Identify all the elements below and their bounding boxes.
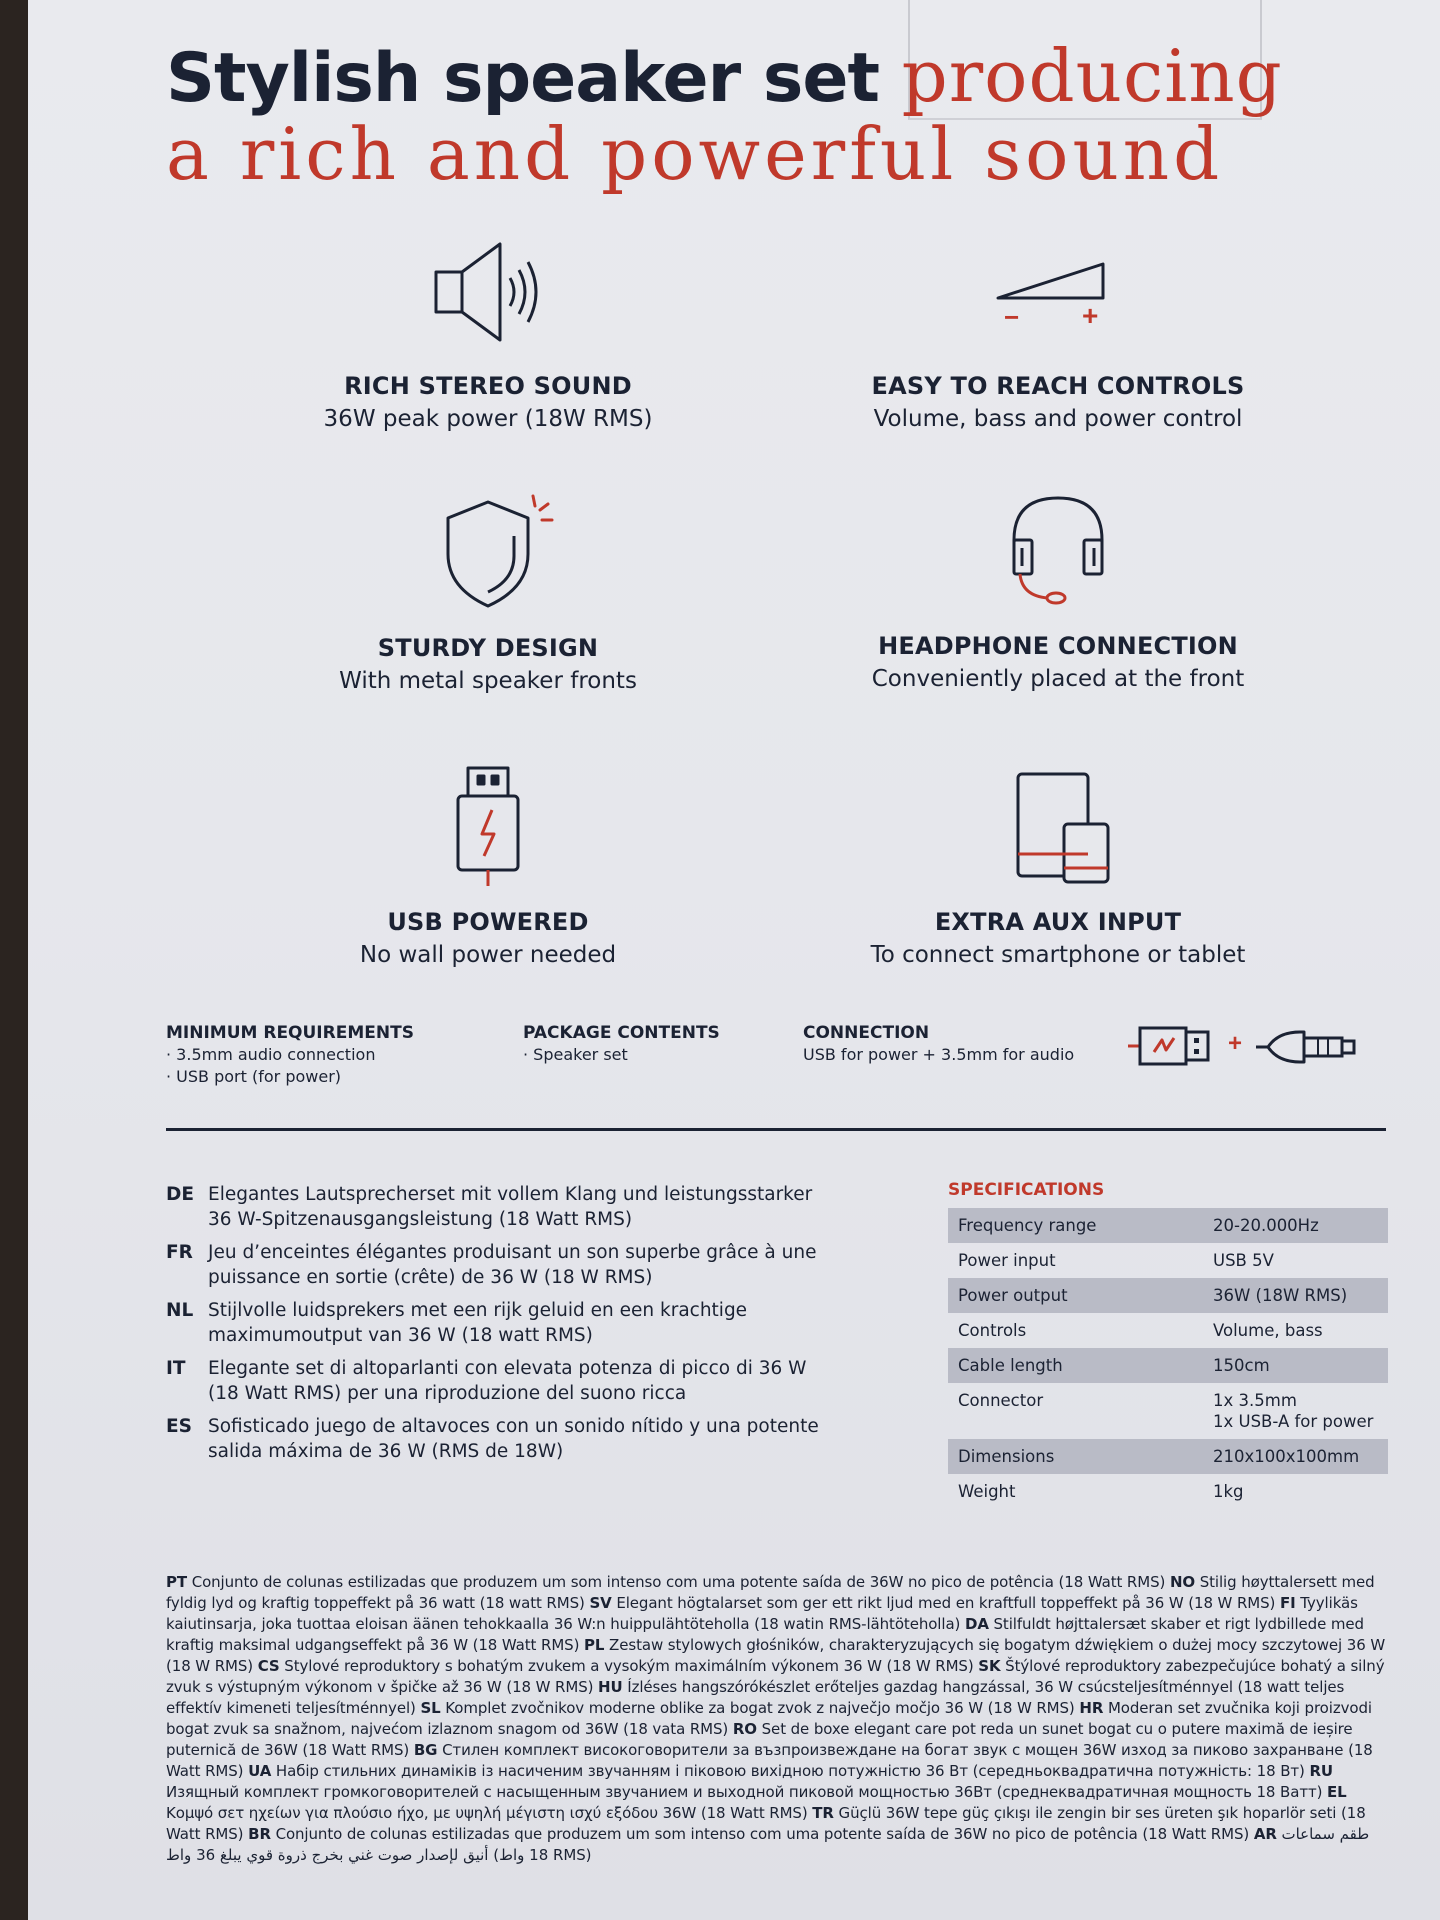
- connector-diagram: [1128, 1022, 1388, 1072]
- spec-value-line: 36W (18W RMS): [1213, 1286, 1348, 1305]
- multilingual-text: Zestaw stylowych głośników, charakteryzujących się bogatym dźwiękiem o dużej mocy szczytowej 36 W (18 W RMS): [166, 1636, 1386, 1675]
- spec-value: [1213, 1355, 1378, 1376]
- package-item: · Speaker set: [523, 1045, 628, 1064]
- spec-row: [948, 1278, 1388, 1313]
- multilingual-text: Güçlü 36W tepe güç çıkışı ile zengin bir ses üreten şık hoparlör seti (18 Watt RMS): [166, 1804, 1366, 1843]
- multilingual-text: Набір стильних динаміків із насиченим звучанням і піковою вихідною потужністю 36 Вт (середньоквадратична потужність: 18 Вт): [275, 1762, 1305, 1780]
- feature-subtitle: Volume, bass and power control: [873, 406, 1243, 432]
- package-title: PACKAGE CONTENTS: [523, 1023, 720, 1043]
- spec-row: [948, 1383, 1388, 1439]
- language-text: Jeu d’enceintes élégantes produisant un son superbe grâce à une puissance en sortie (crête) de 36 W (18 W RMS): [208, 1242, 817, 1288]
- multilingual-text: Κομψό σετ ηχείων για πλούσιο ήχο, με υψηλή μέγιστη ισχύ εξόδου 36W (18 Watt RMS): [166, 1804, 808, 1822]
- spec-value: [1213, 1320, 1378, 1341]
- spec-value: [1213, 1446, 1378, 1467]
- language-entry-de: [166, 1182, 826, 1232]
- spec-row: [948, 1348, 1388, 1383]
- multilingual-code: HR: [1079, 1699, 1104, 1717]
- specifications-title: SPECIFICATIONS: [948, 1180, 1105, 1200]
- multilingual-text: Moderan set zvučnika koji proizvodi bogat zvuk sa snažnom, najvećom izlaznom snagom od 36W (18 vata RMS): [166, 1699, 1372, 1738]
- language-code: ES: [166, 1416, 192, 1437]
- headline-part-2: producing: [901, 34, 1283, 118]
- spec-value-line: USB 5V: [1213, 1251, 1274, 1270]
- spec-value-line: 1x USB-A for power: [1213, 1412, 1374, 1431]
- spec-value-line: 1kg: [1213, 1482, 1244, 1501]
- multilingual-text: Стилен комплект високоговорители за възпроизвеждане на богат звук с мощен 36W изход за пиково захранване (18 Watt RMS): [166, 1741, 1373, 1780]
- multilingual-text: Komplet zvočnikov moderne oblike za bogat zvok z največjo močjo 36 W (18 W RMS): [445, 1699, 1075, 1717]
- feature-title: EASY TO REACH CONTROLS: [871, 372, 1245, 400]
- spec-value: [1213, 1390, 1378, 1432]
- spec-value: [1213, 1285, 1378, 1306]
- multilingual-text: Ízléses hangszórókészlet erőteljes gazdag hangzással, 36 W csúcsteljesítménnyel (18 watt teljes effektív kimeneti teljesítménnyel): [166, 1678, 1345, 1717]
- language-text: Sofisticado juego de altavoces con un sonido nítido y una potente salida máxima de 36 W (RMS de 18W): [208, 1416, 819, 1462]
- multilingual-code: RO: [732, 1720, 757, 1738]
- spec-label: Frequency range: [958, 1216, 1097, 1235]
- multilingual-code: SK: [978, 1657, 1001, 1675]
- spec-value-line: 20-20.000Hz: [1213, 1216, 1319, 1235]
- multilingual-text: Conjunto de colunas estilizadas que produzem um som intenso com uma potente saída de 36W no pico de potência (18 Watt RMS): [275, 1825, 1250, 1843]
- language-text: Stijlvolle luidsprekers met een rijk geluid en een krachtige maximumoutput van 36 W (18 watt RMS): [208, 1300, 748, 1346]
- multilingual-code: SV: [589, 1594, 612, 1612]
- spec-row: [948, 1313, 1388, 1348]
- spec-row: [948, 1208, 1388, 1243]
- feature-title: STURDY DESIGN: [377, 634, 599, 662]
- multilingual-code: EL: [1327, 1783, 1347, 1801]
- spec-row: [948, 1243, 1388, 1278]
- language-code: DE: [166, 1184, 194, 1205]
- multilingual-code: RU: [1309, 1762, 1334, 1780]
- language-code: IT: [166, 1358, 186, 1379]
- requirements-item: · USB port (for power): [166, 1067, 342, 1086]
- feature-sturdy-design: [228, 492, 748, 694]
- multilingual-code: HU: [598, 1678, 623, 1696]
- headphones-icon: [988, 488, 1128, 610]
- feature-title: RICH STEREO SOUND: [344, 372, 632, 400]
- multilingual-code: DA: [964, 1615, 989, 1633]
- feature-subtitle: Conveniently placed at the front: [871, 666, 1245, 692]
- multilingual-text: Изящный комплект громкоговорителей с насыщенным звучанием и выходной пиковой мощностью 36Вт (среднеквадратичная мощность 18 Ватт): [166, 1783, 1323, 1801]
- multilingual-code: CS: [257, 1657, 280, 1675]
- multilingual-text: Štýlové reproduktory zabezpečujúce bohatý a silný zvuk s výstupným výkonom v špičke až 36 W (18 W RMS): [166, 1657, 1385, 1696]
- language-code: FR: [166, 1242, 193, 1263]
- multilingual-code: BG: [413, 1741, 438, 1759]
- spec-label: Dimensions: [958, 1447, 1055, 1466]
- multilingual-code: SL: [420, 1699, 441, 1717]
- plus-label: +: [1082, 300, 1099, 331]
- headline-line-1: [166, 34, 1283, 118]
- spec-label: Cable length: [958, 1356, 1063, 1375]
- feature-subtitle: With metal speaker fronts: [339, 668, 637, 694]
- spec-row: [948, 1439, 1388, 1474]
- feature-extra-aux-input: [798, 768, 1318, 968]
- multilingual-code: PT: [166, 1573, 188, 1591]
- minus-label: −: [1004, 302, 1020, 332]
- tablet-phone-icon: [988, 768, 1128, 886]
- minimum-requirements: [166, 1022, 414, 1088]
- language-entry-it: [166, 1356, 826, 1406]
- connection-info: [803, 1022, 1074, 1066]
- feature-title: HEADPHONE CONNECTION: [878, 632, 1238, 660]
- multilingual-code: FI: [1279, 1594, 1296, 1612]
- multilingual-code: PL: [584, 1636, 605, 1654]
- spec-label: Weight: [958, 1482, 1016, 1501]
- package-contents: [523, 1022, 720, 1066]
- language-entry-fr: [166, 1240, 826, 1290]
- feature-title: USB POWERED: [387, 908, 589, 936]
- spec-value-line: 150cm: [1213, 1356, 1270, 1375]
- audio-jack-icon: [1256, 1022, 1366, 1072]
- multilingual-text: Set de boxe elegant care pot reda un sunet bogat cu o putere maximă de ieșire puternică de 36W (18 Watt RMS): [166, 1720, 1353, 1759]
- specifications-table: [948, 1180, 1388, 1509]
- language-descriptions: [166, 1182, 826, 1472]
- divider-line: [166, 1128, 1386, 1131]
- spec-label: Connector: [958, 1391, 1044, 1410]
- multilingual-text: Elegant högtalarset som ger ett rikt ljud med en kraftfull toppeffekt på 36 W (18 W RMS): [616, 1594, 1276, 1612]
- multilingual-text: طقم سماعات أنيق لإصدار صوت غني بخرج ذروة قوي يبلغ 36 واط (18 واط RMS): [166, 1825, 1370, 1864]
- product-box-back: [28, 0, 1440, 1920]
- multilingual-paragraph: [166, 1572, 1388, 1866]
- spec-value: [1213, 1250, 1378, 1271]
- feature-easy-controls: [798, 240, 1318, 432]
- language-text: Elegante set di altoparlanti con elevata potenza di picco di 36 W (18 Watt RMS) per una riproduzione del suono ricca: [208, 1358, 807, 1404]
- multilingual-text: Stilig høyttalersett med fyldig lyd og kraftig toppeffekt på 36 watt (18 watt RMS): [166, 1573, 1375, 1612]
- spec-row: [948, 1474, 1388, 1509]
- headline-line-2: a rich and powerful sound: [166, 112, 1224, 196]
- spec-label: Controls: [958, 1321, 1027, 1340]
- language-code: NL: [166, 1300, 194, 1321]
- connection-text: USB for power + 3.5mm for audio: [803, 1045, 1075, 1064]
- headline-part-1: Stylish speaker set: [166, 39, 902, 118]
- multilingual-code: NO: [1169, 1573, 1196, 1591]
- spec-value-line: Volume, bass: [1213, 1321, 1323, 1340]
- multilingual-text: Tyylikäs kaiutinsarja, joka tuottaa eloisan äänen tehokkaalla 36 W:n huippulähtöteholla (18 watin RMS-lähtöteholla): [166, 1594, 1358, 1633]
- multilingual-code: AR: [1253, 1825, 1277, 1843]
- multilingual-code: UA: [248, 1762, 272, 1780]
- shield-icon: [418, 492, 558, 612]
- multilingual-text: Conjunto de colunas estilizadas que produzem um som intenso com uma potente saída de 36W no pico de potência (18 Watt RMS): [191, 1573, 1166, 1591]
- requirements-title: MINIMUM REQUIREMENTS: [166, 1023, 414, 1043]
- multilingual-code: TR: [812, 1804, 834, 1822]
- spec-label: Power output: [958, 1286, 1068, 1305]
- multilingual-text: Stylové reproduktory s bohatým zvukem a vysokým maximálním výkonem 36 W (18 W RMS): [284, 1657, 974, 1675]
- feature-subtitle: 36W peak power (18W RMS): [323, 406, 653, 432]
- requirements-item: · 3.5mm audio connection: [166, 1045, 376, 1064]
- spec-value-line: 1x 3.5mm: [1213, 1391, 1297, 1410]
- feature-usb-powered: [228, 764, 748, 968]
- connection-title: CONNECTION: [803, 1023, 930, 1043]
- speaker-icon: [418, 240, 558, 350]
- usb-connector-icon: [1128, 1022, 1222, 1072]
- usb-plug-icon: [418, 764, 558, 886]
- spec-value-line: 210x100x100mm: [1213, 1447, 1360, 1466]
- multilingual-text: Stilfuldt højttalersæt skaber et rigt lydbillede med kraftig maksimal udgangseffekt på 36 W (18 Watt RMS): [166, 1615, 1364, 1654]
- spec-label: Power input: [958, 1251, 1056, 1270]
- language-entry-nl: [166, 1298, 826, 1348]
- feature-headphone-connection: [798, 488, 1318, 692]
- multilingual-code: BR: [248, 1825, 271, 1843]
- spec-value: [1213, 1481, 1378, 1502]
- feature-subtitle: No wall power needed: [359, 942, 617, 968]
- feature-title: EXTRA AUX INPUT: [934, 908, 1182, 936]
- language-entry-es: [166, 1414, 826, 1464]
- language-text: Elegantes Lautsprecherset mit vollem Klang und leistungsstarker 36 W-Spitzenausgangsleistung (18 Watt RMS): [208, 1184, 813, 1230]
- connector-plus: +: [1228, 1030, 1243, 1057]
- feature-rich-stereo-sound: [228, 240, 748, 432]
- feature-subtitle: To connect smartphone or tablet: [870, 942, 1246, 968]
- volume-slider-icon: [988, 240, 1128, 350]
- spec-value: [1213, 1215, 1378, 1236]
